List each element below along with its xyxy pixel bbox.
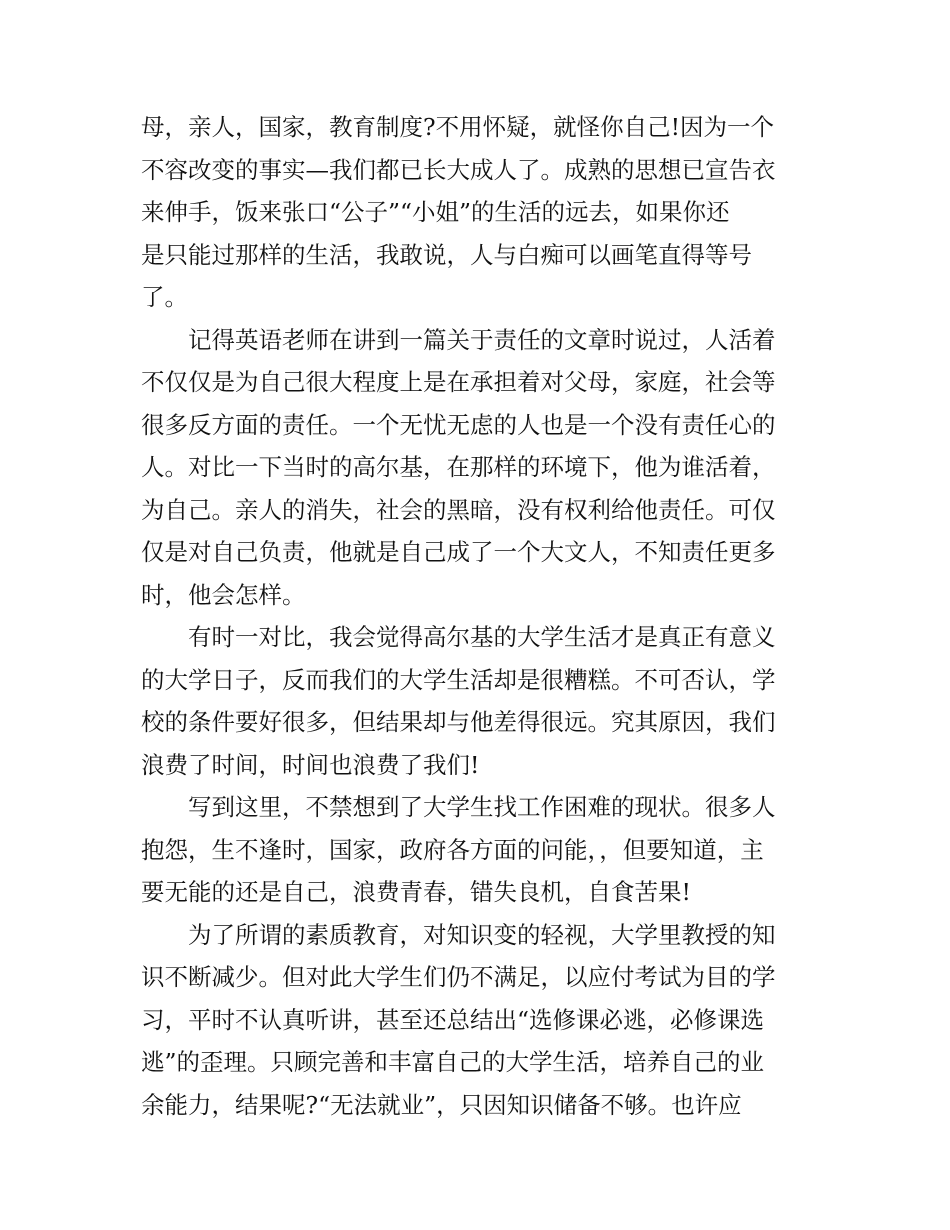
text-line: 仅是对自己负责，他就是自己成了一个大文人，不知责任更多 [141,538,776,566]
text-line: 不仅仅是为自己很大程度上是在承担着对父母，家庭，社会等 [141,368,776,396]
text-line: 为了所谓的素质教育，对知识变的轻视，大学里教授的知 [141,920,776,949]
text-line: 的大学日子，反而我们的大学生活却是很糟糕。不可否认，学 [141,665,776,694]
text-line: 人。对比一下当时的高尔基，在那样的环境下，他为谁活着， [141,453,776,481]
text-line: 逃”的歪理。只顾完善和丰富自己的大学生活，培养自己的业 [141,1048,765,1076]
text-line: 不容改变的事实—我们都已长大成人了。成熟的思想已宣告衣 [141,155,776,184]
text-line: 为自己。亲人的消失，社会的黑暗，没有权利给他责任。可仅 [141,495,776,524]
text-line: 浪费了时间，时间也浪费了我们! [141,750,480,779]
text-line: 校的条件要好很多，但结果却与他差得很远。究其原因，我们 [141,708,776,736]
text-line: 习，平时不认真听讲，甚至还总结出“选修课必逃，必修课选 [141,1005,765,1034]
text-line: 很多反方面的责任。一个无忧无虑的人也是一个没有责任心的 [141,410,776,439]
text-line: 是只能过那样的生活，我敢说，人与白痴可以画笔直得等号 [141,240,752,269]
text-line: 识不断减少。但对此大学生们仍不满足，以应付考试为目的学 [141,963,776,991]
document-body-text [141,106,821,1126]
text-line: 写到这里，不禁想到了大学生找工作困难的现状。很多人 [141,793,776,821]
text-line: 时，他会怎样。 [141,580,306,609]
text-line: 了。 [141,283,188,311]
text-line: 余能力，结果呢?“无法就业”，只因知识储备不够。也许应 [141,1090,742,1119]
text-line: 记得英语老师在讲到一篇关于责任的文章时说过，人活着 [141,325,776,354]
text-line: 抱怨，生不逢时，国家，政府各方面的问能，，但要知道，主 [141,835,764,864]
text-line: 来伸手，饭来张口“公子”“小姐”的生活的远去，如果你还 [141,198,730,226]
text-line: 母，亲人，国家，教育制度?不用怀疑，就怪你自己!因为一个 [141,113,775,141]
text-line: 有时一对比，我会觉得高尔基的大学生活才是真正有意义 [141,623,776,651]
text-line: 要无能的还是自己，浪费青春，错失良机，自食苦果! [141,878,691,906]
